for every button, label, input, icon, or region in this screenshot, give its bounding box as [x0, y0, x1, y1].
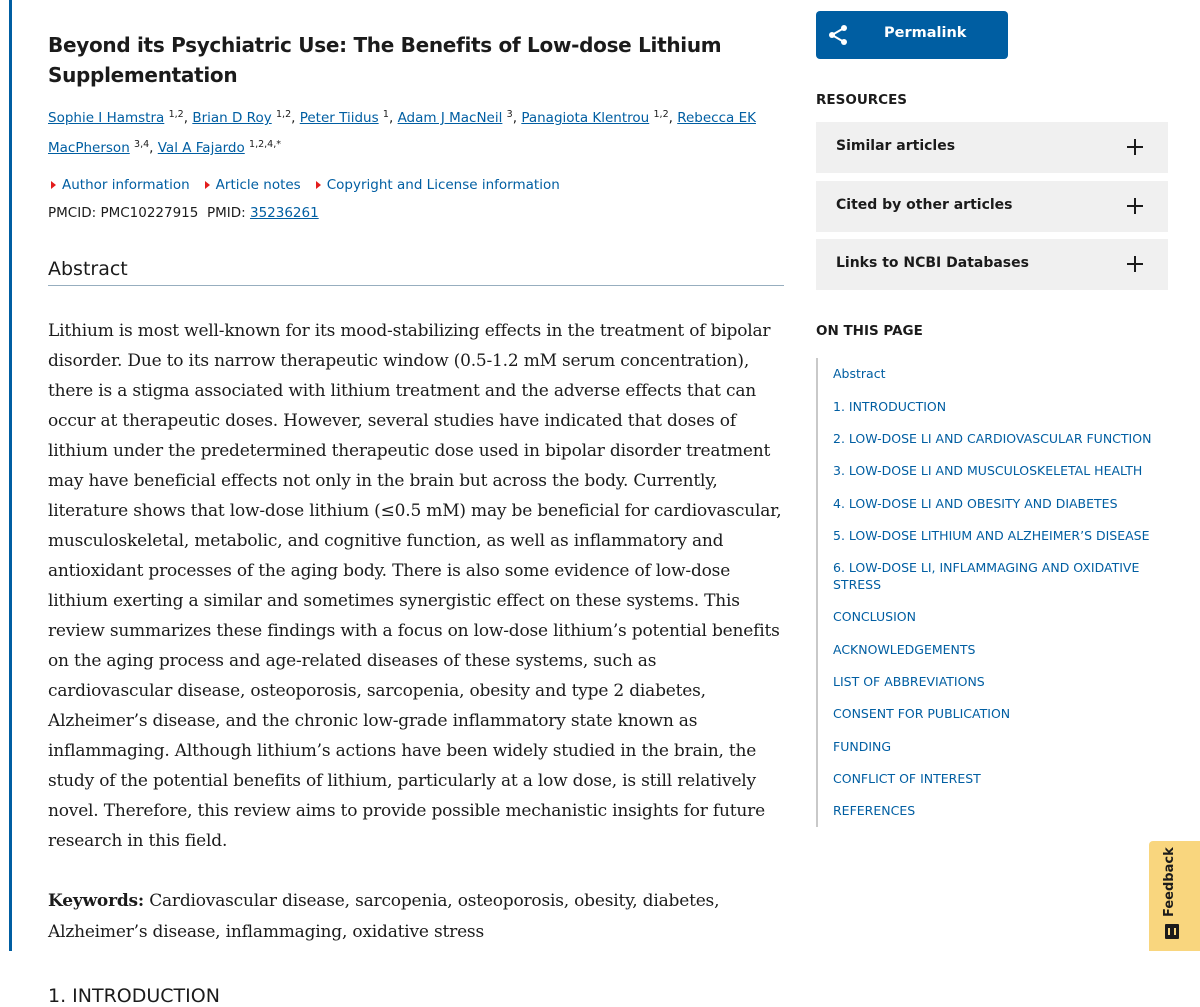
accordion-label: Links to NCBI Databases: [836, 255, 1029, 271]
author-affiliation: 3: [506, 109, 513, 120]
accordion-similar-articles[interactable]: [816, 122, 1168, 173]
plus-icon: [1127, 256, 1143, 272]
author-link[interactable]: Val A Fajardo: [157, 140, 245, 156]
toc-item-musculoskeletal[interactable]: 3. LOW-DOSE LI AND MUSCULOSKELETAL HEALTH: [833, 463, 1143, 478]
feedback-button[interactable]: [1149, 841, 1200, 951]
author-link[interactable]: Panagiota Klentrou: [521, 110, 650, 126]
author-affiliation: 1,2,4,*: [249, 139, 281, 150]
caret-right-icon: [316, 181, 321, 189]
toc-item-funding[interactable]: FUNDING: [833, 739, 892, 754]
toc-item-cardiovascular[interactable]: 2. LOW-DOSE LI AND CARDIOVASCULAR FUNCTION: [833, 431, 1152, 446]
article-main: [48, 0, 784, 1007]
article-notes-label: Article notes: [215, 177, 301, 193]
author-affiliation: 1,2: [653, 109, 669, 120]
keywords: [48, 886, 784, 948]
keywords-value: Cardiovascular disease, sarcopenia, osteoporosis, obesity, diabetes, Alzheimer’s disease, inflammaging, oxidative stress: [48, 891, 720, 942]
author-list: Sophie I Hamstra $^{1,2}$, Brian D Roy $^{1,2}$, Peter Tiidus $^1$, Adam J MacNeil $^3$, Panagiota Klentrou $^{1,2}$, Rebecca EK MacPherson $^{3,4}$, Val A Fajardo $^{1,2,4,*}$: [48, 109, 756, 156]
toc-item-inflammaging[interactable]: 6. LOW-DOSE LI, INFLAMMAGING AND OXIDATIVE STRESS: [833, 560, 1140, 592]
abstract-text: Lithium is most well-known for its mood-stabilizing effects in the treatment of bipolar disorder. Due to its narrow therapeutic window (0.5-1.2 mM serum concentration), there is a stigma associated with lithium treatment and the adverse effects that can occur at therapeutic doses. However, several studies have indicated that doses of lithium under the predetermined therapeutic dose used in bipolar disorder treatment may have beneficial effects not only in the brain but across the body. Currently, literature shows that low-dose lithium (≤0.5 mM) may be beneficial for cardiovascular, musculoskeletal, metabolic, and cognitive function, as well as inflammatory and antioxidant processes of the aging body. There is also some evidence of low-dose lithium exerting a similar and sometimes synergistic effect on these systems. This review summarizes these findings with a focus on low-dose lithium’s potential benefits on the aging process and age-related diseases of these systems, such as cardiovascular disease, osteoporosis, sarcopenia, obesity and type 2 diabetes, Alzheimer’s disease, and the chronic low-grade inflammatory state known as inflammaging. Although lithium’s actions have been widely studied in the brain, the study of the potential benefits of lithium, particularly at a low dose, is still relatively novel. Therefore, this review aims to provide possible mechanistic insights for future research in this field.: [48, 321, 782, 851]
article-ids: [48, 205, 784, 221]
caret-right-icon: [51, 181, 56, 189]
permalink-label: Permalink: [884, 25, 967, 41]
share-icon: [826, 23, 850, 47]
toc-item-conflict[interactable]: CONFLICT OF INTEREST: [833, 771, 981, 786]
author-information-toggle[interactable]: [48, 177, 190, 193]
author-affiliation: 1: [382, 109, 389, 120]
author-affiliation: 3,4: [134, 139, 150, 150]
caret-right-icon: [205, 181, 210, 189]
plus-icon: [1127, 139, 1143, 155]
pmcid-label: PMCID:: [48, 205, 97, 221]
permalink-button[interactable]: [816, 11, 1008, 59]
toc-item-consent[interactable]: CONSENT FOR PUBLICATION: [833, 706, 1011, 721]
toc-item-alzheimers[interactable]: 5. LOW-DOSE LITHIUM AND ALZHEIMER’S DISEASE: [833, 528, 1150, 543]
introduction-heading: 1. INTRODUCTION: [48, 985, 220, 1007]
toc-item-abbreviations[interactable]: LIST OF ABBREVIATIONS: [833, 674, 985, 689]
author-link[interactable]: Brian D Roy: [192, 110, 272, 126]
page-left-border: [9, 0, 12, 951]
plus-icon: [1127, 198, 1143, 214]
article-meta-links: [48, 177, 784, 193]
author-affiliation: 1,2: [168, 109, 184, 120]
pmid-label: PMID:: [206, 205, 246, 221]
toc-item-obesity-diabetes[interactable]: 4. LOW-DOSE LI AND OBESITY AND DIABETES: [833, 496, 1118, 511]
author-information-label: Author information: [62, 177, 190, 193]
abstract-heading: Abstract: [48, 258, 784, 286]
pmcid-value: PMC10227915: [100, 205, 199, 221]
article-notes-toggle[interactable]: [202, 177, 301, 193]
keywords-label: Keywords:: [48, 891, 144, 911]
author-link[interactable]: Rebecca EK MacPherson: [48, 110, 756, 156]
copyright-toggle[interactable]: [313, 177, 560, 193]
toc-item-abstract[interactable]: Abstract: [833, 366, 886, 381]
feedback-icon: [1165, 924, 1179, 939]
accordion-ncbi-links[interactable]: [816, 239, 1168, 290]
author-link[interactable]: Sophie I Hamstra: [48, 110, 165, 126]
toc-item-conclusion[interactable]: CONCLUSION: [833, 609, 916, 624]
accordion-label: Cited by other articles: [836, 197, 1013, 213]
author-link[interactable]: Adam J MacNeil: [397, 110, 503, 126]
toc-item-introduction[interactable]: 1. INTRODUCTION: [833, 399, 947, 414]
pmid-link[interactable]: 35236261: [249, 205, 319, 221]
article-title: Beyond its Psychiatric Use: The Benefits of Low-dose Lithium Supplementation: [48, 33, 722, 87]
resources-heading: RESOURCES: [816, 92, 908, 108]
table-of-contents: [816, 358, 1170, 827]
author-affiliation: 1,2: [276, 109, 292, 120]
copyright-label: Copyright and License information: [326, 177, 560, 193]
accordion-cited-by[interactable]: [816, 181, 1168, 232]
toc-item-references[interactable]: REFERENCES: [833, 803, 916, 818]
feedback-label: Feedback: [1162, 847, 1177, 917]
toc-item-acknowledgements[interactable]: ACKNOWLEDGEMENTS: [833, 642, 976, 657]
on-this-page-heading: ON THIS PAGE: [816, 323, 923, 339]
accordion-label: Similar articles: [836, 138, 956, 154]
author-link[interactable]: Peter Tiidus: [299, 110, 379, 126]
